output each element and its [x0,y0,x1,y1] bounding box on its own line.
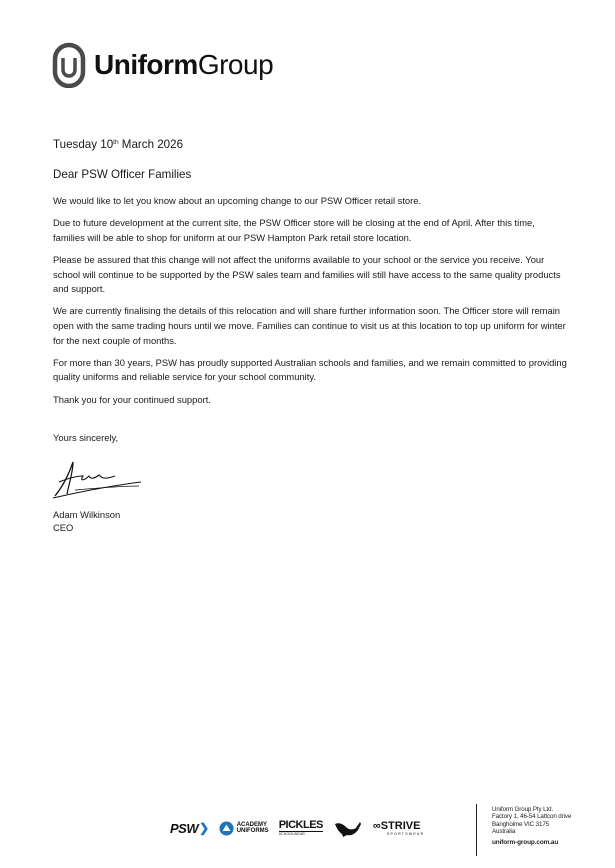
paragraph: Thank you for your continued support. [53,393,211,405]
pickles-text: PICKLES [278,819,323,831]
brand-logos [170,818,424,838]
uniformgroup-u-logo-icon [52,42,86,88]
signature-icon [49,456,149,502]
academy-uniforms-logo [219,821,269,836]
academy-uniforms-shield-icon [219,821,234,836]
academy-line1: ACADEMY [236,821,268,828]
address-country: Australia [492,828,516,836]
address-line1: Factory 1, 46-54 Lattcon drive [492,813,572,821]
salutation: Dear PSW Officer Families [53,168,192,181]
signer-title: CEO [53,522,74,534]
paragraph: Due to future development at the current site, the PSW Officer store will be closing at the end of April. After this time, families will be able to shop for uniform at our PSW Hampton Park retail store location. [53,217,535,243]
letter-body [53,138,568,535]
paragraph: We would like to let you know about an upcoming change to our PSW Officer retail store. [53,195,422,206]
pickles-subtext: SCHOOLWEAR [278,832,305,836]
psw-text: PSW [170,820,199,836]
logo-text-light: Group [197,49,274,80]
psw-logo [170,821,209,836]
strive-text: STRIVE [380,819,421,832]
company-address [492,806,571,846]
strive-infinity-icon: ∞ [372,819,381,832]
address-line2: Bangholme VIC 3175 [492,820,550,828]
academy-wordmark [237,822,269,835]
strive-wordmark [373,821,421,832]
letter-date [53,138,568,152]
logo-wordmark [94,51,273,79]
strive-subtext: SPORTSWEAR [386,831,425,836]
psw-chevron-icon: ❯ [199,821,209,835]
date-ordinal: th [113,139,119,146]
signer-name: Adam Wilkinson [53,508,121,520]
paragraph: We are currently finalising the details of this relocation and will share further information soon. The Officer store will remain open with the same trading hours until we move. Families can continue to visit us at this location to top up uniform for winter for the next couple of months. [53,305,566,346]
paragraph: Please be assured that this change will not affect the uniforms available to your school or the service you receive. Your school will continue to be supported by the PSW sales team and families will still have access to the same quality products and support. [53,253,561,295]
strive-logo [373,821,425,836]
paragraph: For more than 30 years, PSW has proudly supported Australian schools and families, and we remain committed to providing quality uniforms and reliable service for your school community. [53,356,567,383]
address-company: Uniform Group Pty Ltd. [492,806,554,813]
academy-line2: UNIFORMS [236,828,269,834]
footer-divider [476,804,477,856]
pickles-logo [279,820,323,836]
puma-cat-logo-icon [333,818,363,838]
uniformgroup-logo [52,42,273,88]
date-month-year: March 2026 [118,138,184,151]
date-day: Tuesday 10 [53,138,114,151]
website-link[interactable]: uniform-group.com.au [492,838,559,846]
logo-text-bold: Uniform [94,49,198,80]
closing: Yours sincerely, [53,432,119,444]
